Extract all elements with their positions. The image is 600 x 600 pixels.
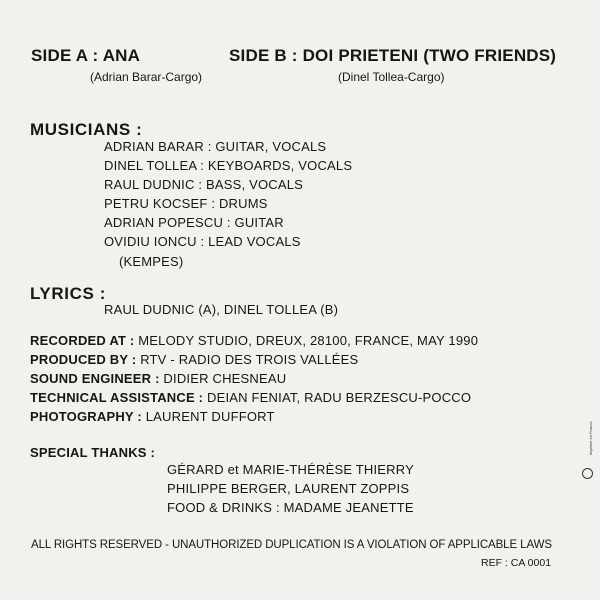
credit-produced	[30, 352, 358, 367]
credit-label: RECORDED AT :	[30, 333, 135, 348]
musician-line: ADRIAN BARAR : GUITAR, VOCALS	[104, 139, 327, 154]
thanks-heading: SPECIAL THANKS :	[30, 445, 156, 460]
lyrics-text: RAUL DUDNIC (A), DINEL TOLLEA (B)	[104, 302, 339, 317]
thanks-line: FOOD & DRINKS : MADAME JEANETTE	[167, 500, 414, 515]
musician-line: OVIDIU IONCU : LEAD VOCALS	[104, 234, 301, 249]
rights-notice: ALL RIGHTS RESERVED - UNAUTHORIZED DUPLICATION IS A VIOLATION OF APPLICABLE LAWS	[31, 539, 552, 551]
musician-line: RAUL DUDNIC : BASS, VOCALS	[104, 177, 304, 192]
credit-value: LAURENT DUFFORT	[145, 409, 275, 424]
musician-line: ADRIAN POPESCU : GUITAR	[104, 215, 284, 230]
musician-line: PETRU KOCSEF : DRUMS	[104, 196, 268, 211]
credit-label: PRODUCED BY :	[30, 352, 137, 367]
printer-logo-icon	[582, 468, 593, 479]
reference-number: REF : CA 0001	[481, 557, 552, 569]
side-a-title: SIDE A : ANA	[31, 46, 141, 65]
side-a-credit: (Adrian Barar-Cargo)	[90, 70, 203, 84]
musician-line: DINEL TOLLEA : KEYBOARDS, VOCALS	[104, 158, 353, 173]
credit-recorded	[30, 333, 478, 348]
credit-value: DIDIER CHESNEAU	[163, 371, 287, 386]
credit-value: MELODY STUDIO, DREUX, 28100, FRANCE, MAY 1990	[138, 333, 479, 348]
side-b-credit: (Dinel Tollea-Cargo)	[338, 70, 445, 84]
credit-sound-engineer	[30, 371, 286, 386]
credit-technical-assistance	[30, 390, 471, 405]
credit-label: PHOTOGRAPHY :	[30, 409, 142, 424]
credit-label: SOUND ENGINEER :	[30, 371, 160, 386]
thanks-line: PHILIPPE BERGER, LAURENT ZOPPIS	[167, 481, 410, 496]
musician-line: (KEMPES)	[119, 254, 184, 269]
credit-photography	[30, 409, 275, 424]
musicians-heading: MUSICIANS :	[30, 120, 143, 139]
credit-value: RTV - RADIO DES TROIS VALLÉES	[140, 352, 359, 367]
credit-value: DEIAN FENIAT, RADU BERZESCU-POCCO	[206, 390, 472, 405]
credit-label: TECHNICAL ASSISTANCE :	[30, 390, 204, 405]
thanks-line: GÉRARD et MARIE-THÉRÈSE THIERRY	[167, 462, 414, 477]
lyrics-heading: LYRICS :	[30, 284, 106, 303]
side-b-title: SIDE B : DOI PRIETENI (TWO FRIENDS)	[229, 46, 557, 65]
printer-mark-text: Imprimé en France	[588, 421, 593, 455]
